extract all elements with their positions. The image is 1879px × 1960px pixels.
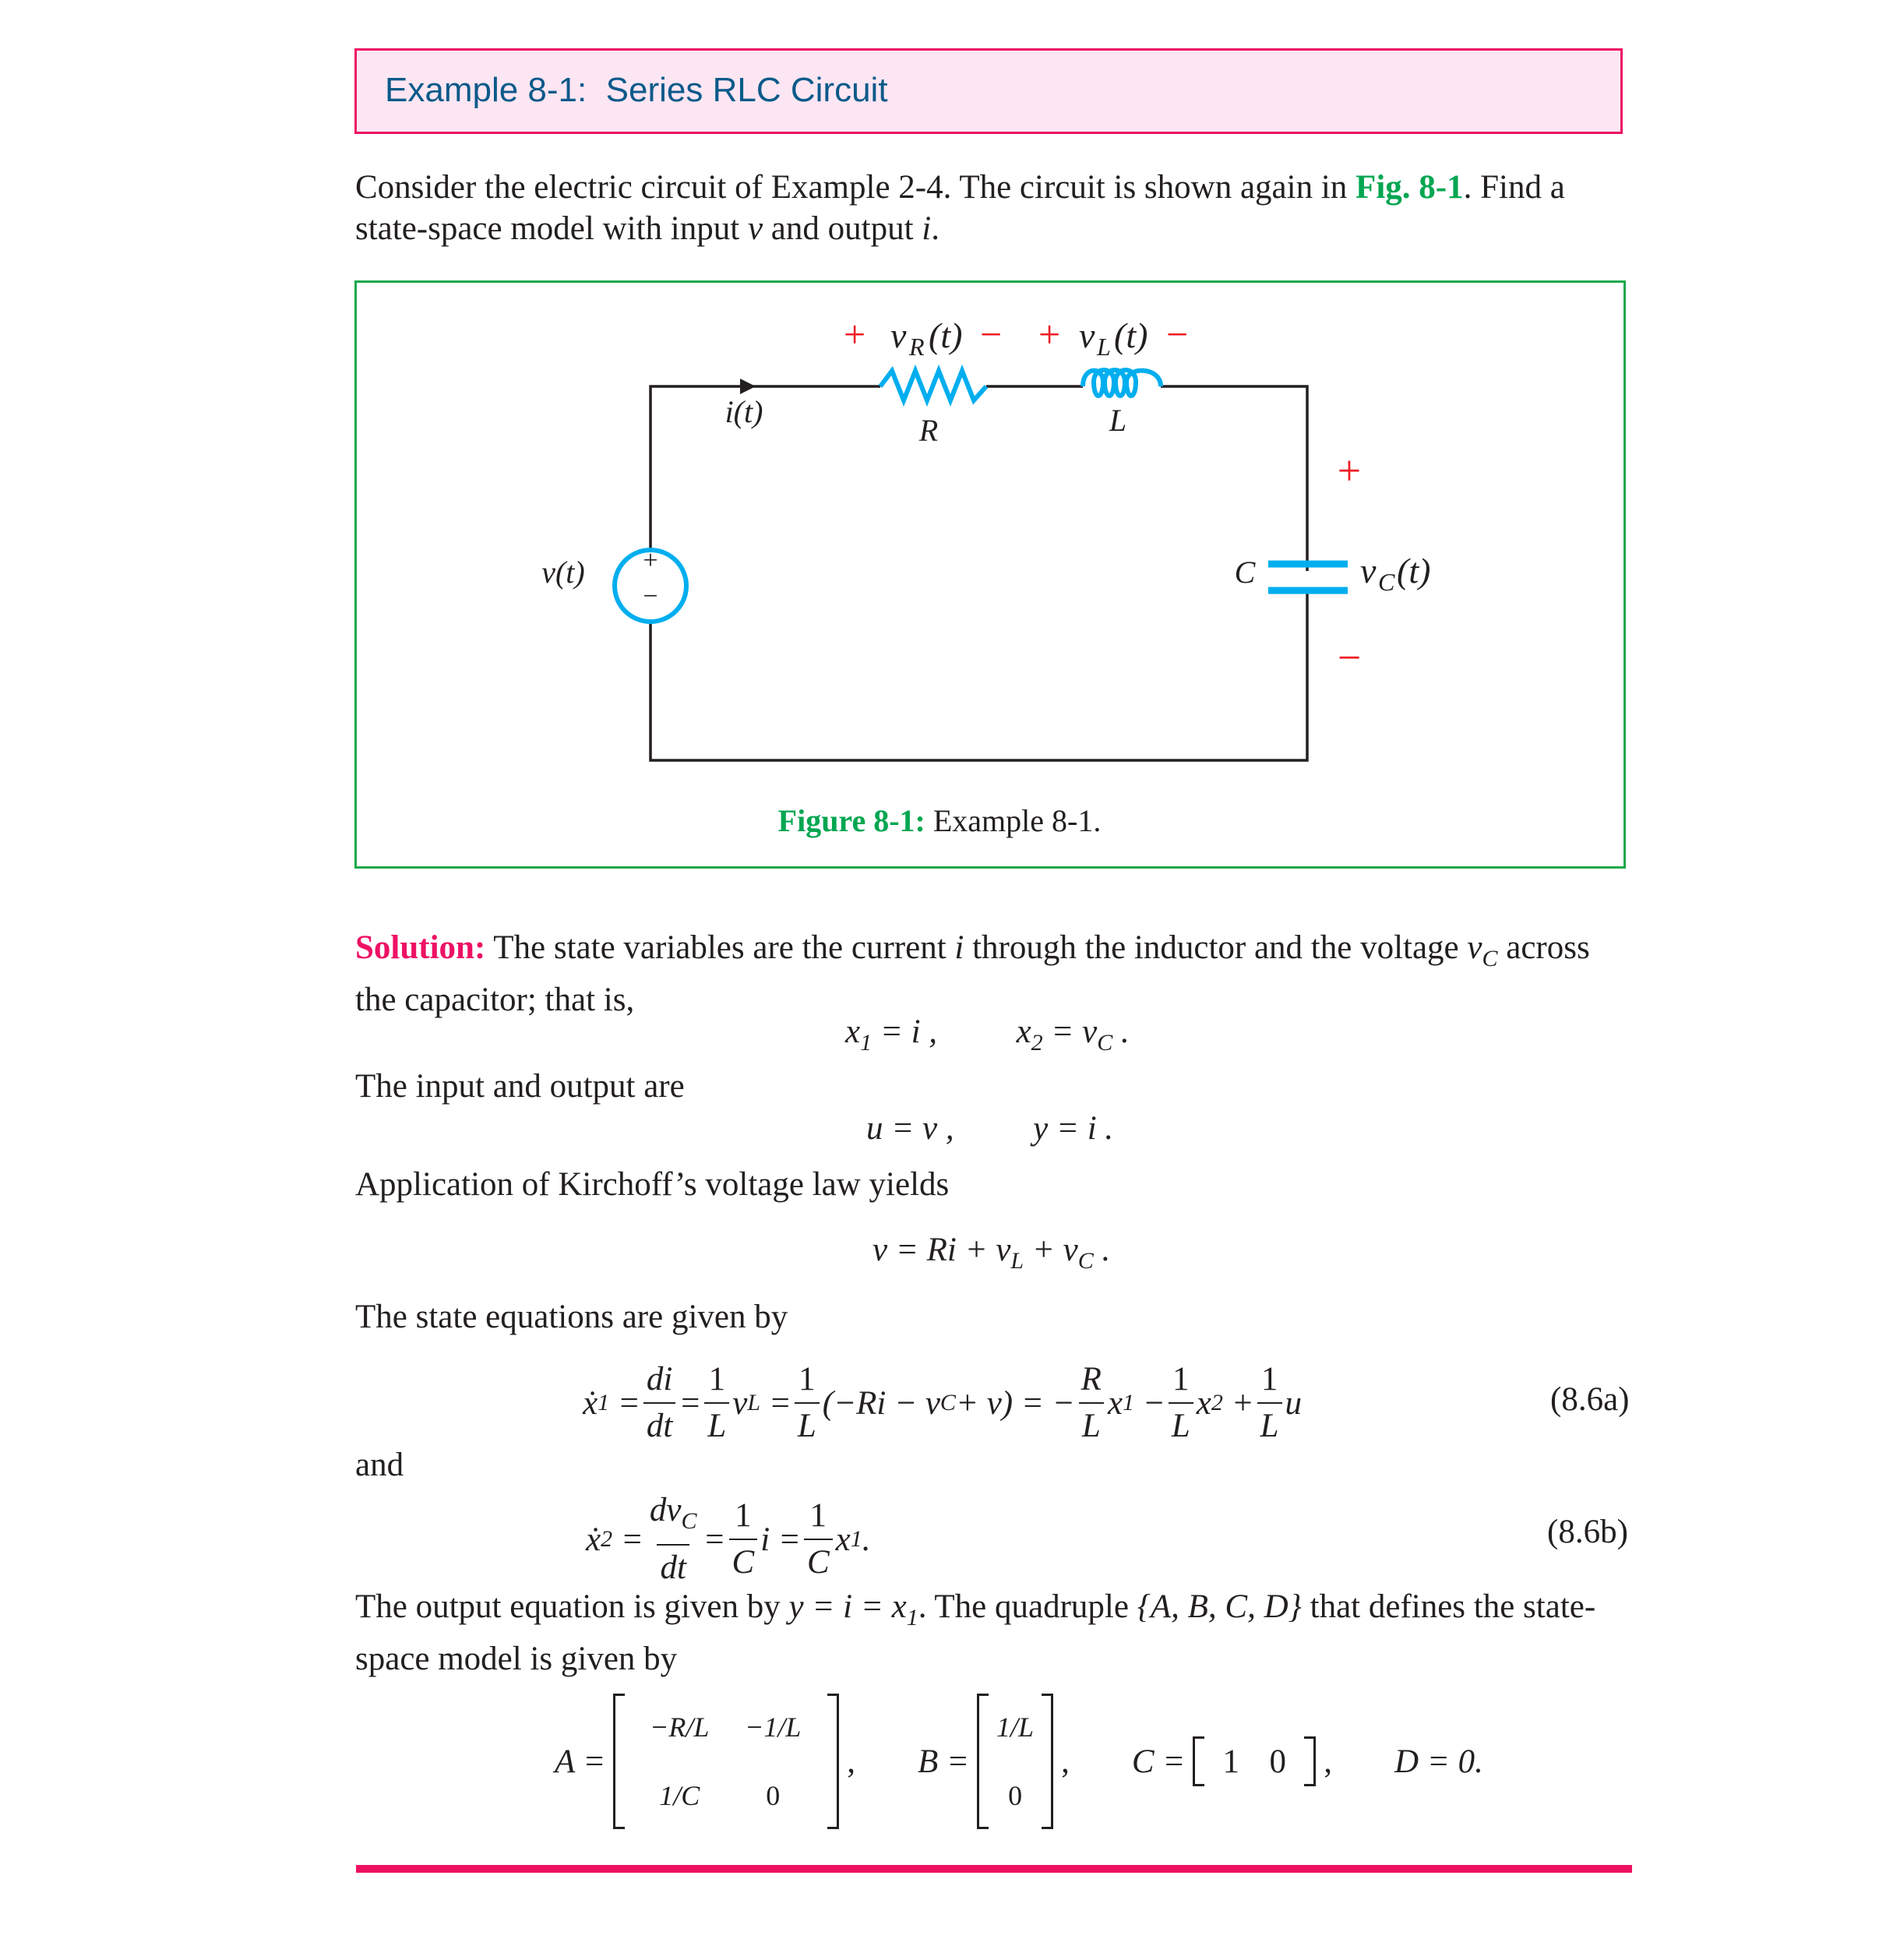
vc-t: (t) <box>1397 551 1431 590</box>
solution-line-2: the capacitor; that is, <box>355 982 635 1018</box>
solution-line-1 <box>355 927 1630 979</box>
eq-a-paren: (−Ri − v <box>822 1384 940 1422</box>
kvl-text: Application of Kirchoff’s voltage law yields <box>355 1166 950 1203</box>
current-arrow-icon <box>740 379 756 394</box>
eq-kvl-b: + v <box>1024 1232 1078 1268</box>
frac-dvc-dt <box>647 1488 700 1591</box>
vl-subscript: L <box>1097 333 1111 361</box>
frac-num-sub: C <box>681 1508 697 1534</box>
frac-R-L <box>1078 1357 1105 1449</box>
eq-a-x2: x <box>1196 1384 1211 1422</box>
frac-num: 1 <box>1172 1361 1190 1398</box>
wire-bottom <box>650 589 1307 760</box>
eq-input: u = v , <box>866 1110 954 1147</box>
vc-subscript: C <box>1378 568 1395 596</box>
figure-caption-label: Figure 8-1: <box>777 803 925 838</box>
bracket-left <box>977 1694 989 1829</box>
bottom-divider <box>356 1865 1632 1873</box>
vc-plus-sign: + <box>1337 447 1362 494</box>
eq-a-x1-sub: 1 <box>1123 1390 1135 1415</box>
frac-num: 1 <box>798 1361 816 1398</box>
vl-plus-sign: + <box>1038 312 1061 356</box>
eq-a-lhs-sub: 1 <box>598 1390 610 1415</box>
vl-minus-sign: − <box>1166 312 1189 356</box>
matrix-a-label: A = <box>555 1743 606 1780</box>
output-text-a: The output equation is given by <box>355 1588 781 1625</box>
inductor-icon <box>1083 370 1161 396</box>
matrix-b-grid <box>989 1694 1042 1829</box>
eq-x2-rhs-sub: C <box>1097 1030 1113 1056</box>
output-equation-sub: 1 <box>906 1605 918 1630</box>
vl-label: v <box>1079 316 1095 355</box>
bracket-left <box>1193 1736 1204 1786</box>
frac-num: 1 <box>735 1497 752 1534</box>
eq-x2-end: . <box>1112 1013 1130 1050</box>
vr-label: v <box>890 316 907 355</box>
eq-kvl-b-sub: C <box>1077 1248 1094 1274</box>
frac-den: dt <box>643 1402 675 1449</box>
bracket-left <box>613 1694 625 1829</box>
eq-a-lhs: ẋ <box>583 1384 598 1422</box>
eq-x1: x <box>845 1013 861 1050</box>
eq-number-8-6b: (8.6b) <box>1547 1514 1628 1550</box>
eq-a-vl-sub: L <box>747 1390 761 1415</box>
output-paragraph <box>355 1586 1630 1680</box>
current-label: i(t) <box>724 394 763 429</box>
wire-top-right <box>1161 386 1307 571</box>
matrix-c <box>1193 1736 1316 1786</box>
figure-link[interactable]: Fig. 8-1 <box>1355 169 1464 206</box>
bracket-right <box>1304 1736 1316 1786</box>
source-label: v(t) <box>541 555 585 590</box>
frac-num-text: dv <box>649 1492 682 1528</box>
eq-kvl-a-sub: L <box>1010 1248 1024 1274</box>
matrix-d: D = 0. <box>1394 1743 1483 1780</box>
output-text-b: . The quadruple <box>918 1588 1129 1625</box>
eq-b-end: . <box>862 1521 871 1558</box>
matrix-comma: , <box>1324 1743 1333 1780</box>
solution-var-vc: v <box>1467 929 1482 966</box>
matrix-a-cell-0-0: −R/L <box>650 1711 710 1743</box>
output-variable: i <box>922 210 932 247</box>
eq-x1-sub: 1 <box>860 1030 873 1056</box>
frac-1-L <box>795 1357 820 1449</box>
vr-minus-sign: − <box>980 312 1003 356</box>
capacitor-label: C <box>1234 555 1256 590</box>
vr-subscript: R <box>909 333 925 361</box>
matrix-a-cell-1-1: 0 <box>766 1780 781 1811</box>
matrix-b-cell-1-0: 0 <box>1008 1780 1023 1811</box>
eq-8-6b: ẋ 2 = $\frac{dv_C}{dt}$ = $\frac{1}{C}$ i = $\frac{1}{C}$ x 1 . <box>586 1488 870 1591</box>
frac-num: 1 <box>1260 1361 1278 1398</box>
intro-text-2: state-space model with input <box>355 210 740 247</box>
eq-kvl-a: v = Ri + v <box>873 1232 1011 1268</box>
frac-den: L <box>1169 1402 1193 1449</box>
frac-den: L <box>704 1402 729 1449</box>
circuit-diagram <box>0 0 1879 880</box>
eq-a-paren-sub: C <box>940 1390 956 1415</box>
eq-b-lhs-sub: 2 <box>601 1526 613 1552</box>
eq-x2-rhs: = v <box>1051 1013 1098 1050</box>
example-title: Example 8-1: Series RLC Circuit <box>385 71 888 109</box>
eq-kvl-end: . <box>1093 1232 1111 1268</box>
bracket-right <box>827 1694 839 1829</box>
matrix-comma: , <box>847 1743 856 1780</box>
vr-t: (t) <box>929 316 963 355</box>
frac-num: R <box>1081 1361 1102 1398</box>
eq-x2: x <box>1016 1013 1031 1050</box>
frac-1-L <box>704 1357 729 1449</box>
vc-label: v <box>1360 551 1377 590</box>
frac-den: L <box>1079 1402 1104 1449</box>
matrix-b-label: B = <box>918 1743 970 1780</box>
intro-text-end: . Find a <box>1463 169 1565 206</box>
solution-label: Solution: <box>355 929 486 966</box>
frac-1-L <box>1169 1357 1193 1449</box>
source-plus-sign: + <box>643 546 658 575</box>
intro-text: Consider the electric circuit of Example 2-4. The circuit is shown again in <box>355 169 1348 206</box>
solution-var-vc-sub: C <box>1482 946 1498 971</box>
matrix-b <box>977 1694 1053 1829</box>
eq-input-output <box>866 1109 1113 1147</box>
frac-num: di <box>646 1361 673 1398</box>
matrix-a-cell-0-1: −1/L <box>745 1711 802 1743</box>
output-line-2: space model is given by <box>355 1641 678 1677</box>
vc-minus-sign: − <box>1337 634 1362 681</box>
eq-a-x2-sub: 2 <box>1211 1390 1223 1415</box>
source-minus-sign: − <box>643 582 658 611</box>
vl-t: (t) <box>1114 316 1148 355</box>
frac-1-C <box>729 1493 758 1585</box>
io-text: The input and output are <box>355 1068 685 1105</box>
frac-den: C <box>804 1539 833 1585</box>
state-eq-text: The state equations are given by <box>355 1299 788 1335</box>
frac-num: 1 <box>708 1361 726 1398</box>
matrix-b-cell-0-0: 1/L <box>996 1711 1035 1743</box>
matrix-a-grid <box>625 1694 827 1829</box>
figure-caption <box>0 802 1879 839</box>
bracket-right <box>1042 1694 1053 1829</box>
eq-x2-sub: 2 <box>1031 1030 1043 1056</box>
frac-1-L <box>1257 1357 1282 1449</box>
output-line-1 <box>355 1586 1630 1638</box>
figure-caption-text: Example 8-1. <box>932 803 1102 838</box>
eq-a-x1: x <box>1107 1384 1123 1422</box>
quadruple: {A, B, C, D} <box>1137 1588 1302 1625</box>
eq-kvl <box>873 1231 1110 1274</box>
solution-text-2: through the inductor and the voltage <box>972 929 1459 966</box>
eq-8-6a: ẋ 1 = $\frac{di}{dt}$ = $\frac{1}{L}$ v L = $\frac{1}{L}$ (−Ri − v C + v) = − $\frac{R}{L}$ x 1 − $\frac{1}{L}$ x 2 + $\frac{1}{L}$ u <box>583 1357 1302 1449</box>
resistor-icon <box>880 371 986 400</box>
eq-b-x1: x <box>835 1521 851 1558</box>
eq-a-vl: v <box>732 1384 748 1422</box>
circuit-wires <box>650 386 1307 760</box>
resistor-label: R <box>918 413 939 448</box>
output-text-c: that defines the state- <box>1310 1588 1596 1625</box>
frac-den: C <box>729 1539 758 1585</box>
eq-b-x1-sub: 1 <box>850 1526 862 1552</box>
matrix-comma: , <box>1061 1743 1070 1780</box>
vr-plus-sign: + <box>844 312 866 356</box>
input-variable: v <box>747 210 763 247</box>
and-text: and <box>355 1447 404 1483</box>
eq-state-variables <box>845 1013 1130 1056</box>
inductor-label: L <box>1109 403 1127 438</box>
intro-period: . <box>931 210 940 247</box>
matrix-c-cell-0-1: 0 <box>1269 1743 1287 1780</box>
frac-1-C <box>804 1493 833 1585</box>
state-space-matrices <box>555 1694 1483 1829</box>
wire-top-left <box>650 386 880 562</box>
matrix-a <box>613 1694 839 1829</box>
intro-text-3: and output <box>770 210 914 247</box>
frac-den: dt <box>657 1544 689 1591</box>
frac-num: 1 <box>809 1497 827 1534</box>
solution-text-3: across <box>1506 929 1590 966</box>
matrix-c-grid <box>1204 1743 1304 1781</box>
eq-b-lhs: ẋ <box>586 1521 601 1558</box>
matrix-c-label: C = <box>1131 1743 1186 1780</box>
eq-a-u: u <box>1285 1384 1303 1422</box>
frac-num <box>647 1488 700 1544</box>
frac-den: L <box>795 1402 820 1449</box>
eq-a-paren-end: + v) <box>955 1384 1014 1422</box>
frac-di-dt <box>643 1357 675 1449</box>
solution-var-i: i <box>954 929 964 966</box>
solution-text-1: The state variables are the current <box>493 929 947 966</box>
eq-output: y = i . <box>1033 1110 1114 1147</box>
matrix-a-cell-1-0: 1/C <box>659 1780 700 1811</box>
eq-x1-rhs: = i , <box>880 1013 938 1050</box>
matrix-c-cell-0-0: 1 <box>1222 1743 1240 1780</box>
output-equation: y = i = x <box>788 1588 907 1625</box>
eq-number-8-6a: (8.6a) <box>1550 1381 1630 1418</box>
frac-den: L <box>1257 1402 1282 1449</box>
solution-paragraph <box>355 927 1630 1021</box>
eq-b-i: i <box>760 1521 770 1558</box>
